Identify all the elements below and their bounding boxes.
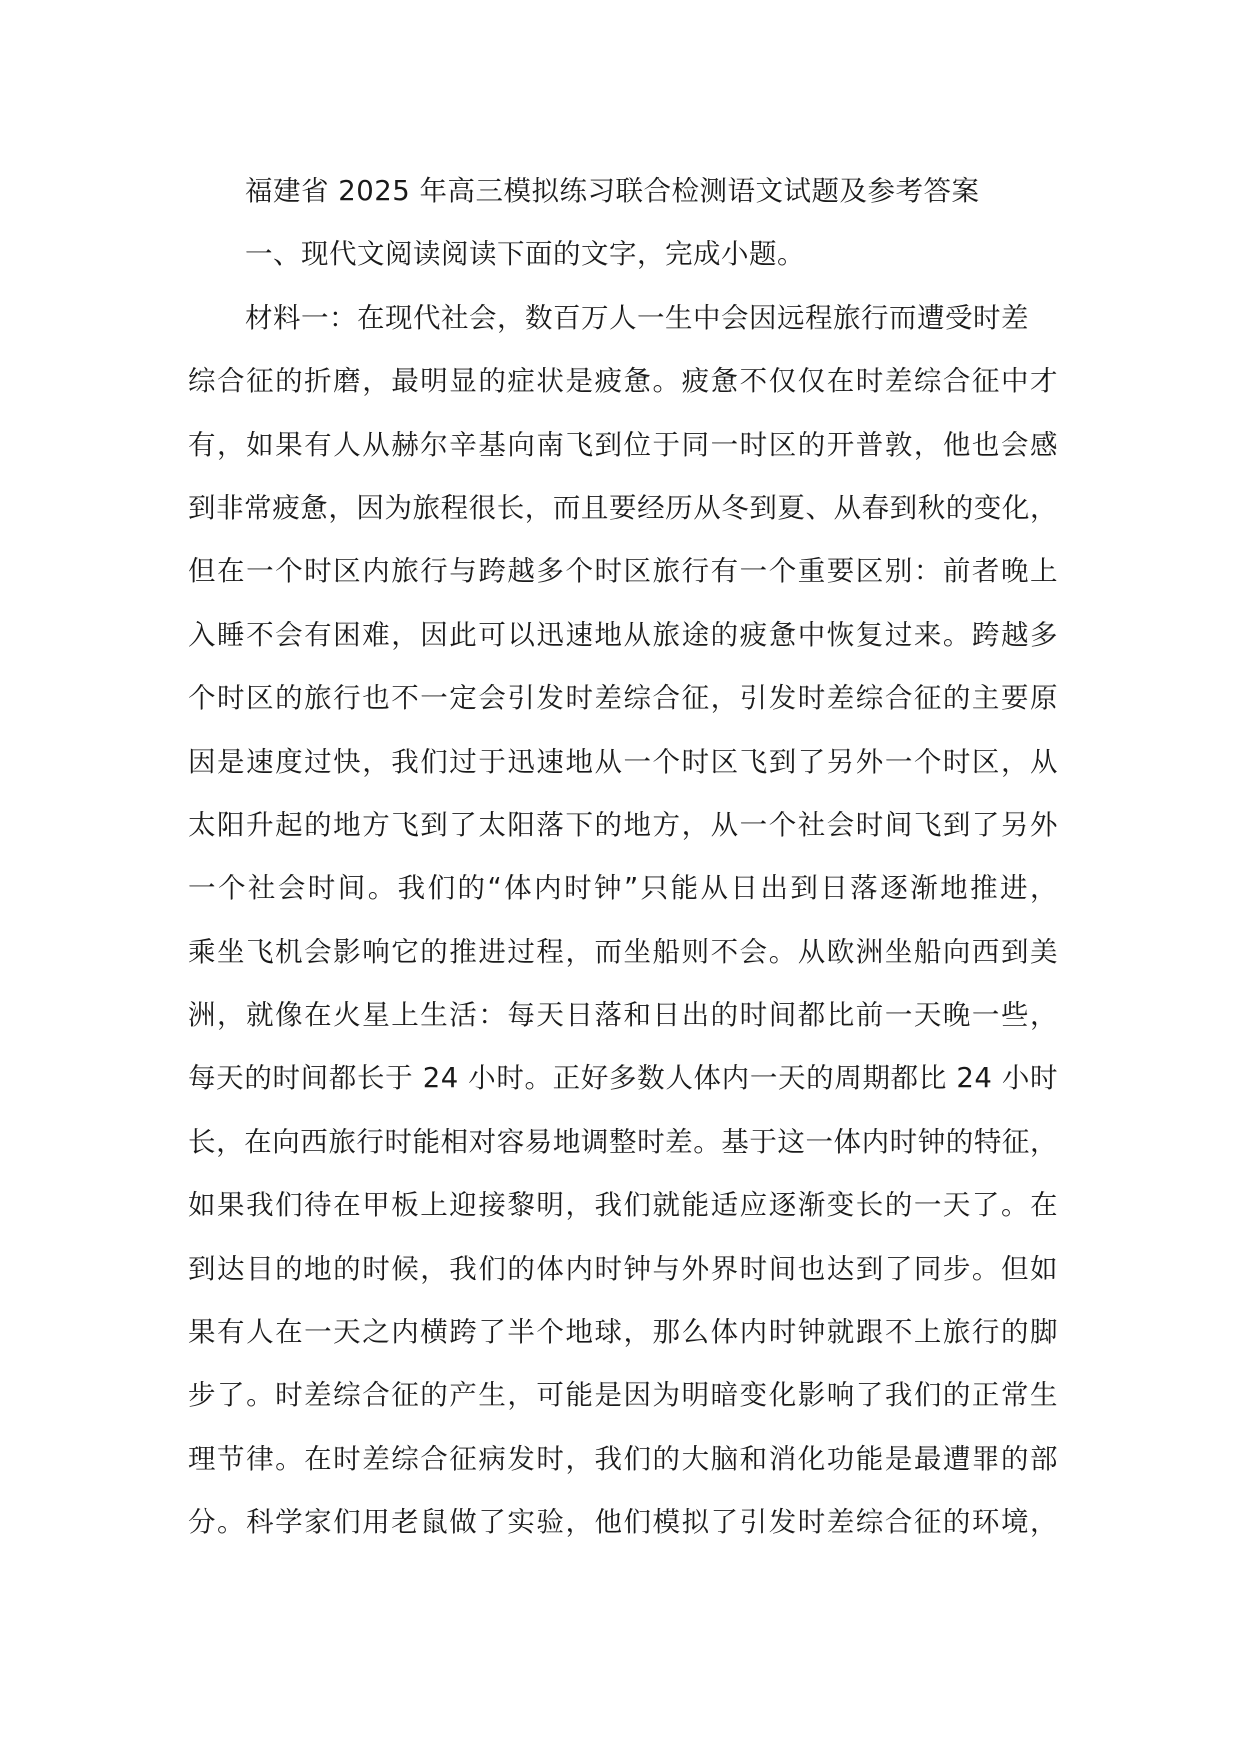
paragraph-line: 综合征的折磨，最明显的症状是疲惫。疲惫不仅仅在时差综合征中才	[188, 365, 1058, 398]
document-body	[188, 160, 1058, 1555]
document-title: 福建省 2025 年高三模拟练习联合检测语文试题及参考答案	[245, 175, 980, 207]
paragraph-line: 个时区的旅行也不一定会引发时差综合征，引发时差综合征的主要原	[188, 682, 1058, 715]
paragraph-line: 到非常疲惫，因为旅程很长，而且要经历从冬到夏、从春到秋的变化，	[188, 491, 1058, 524]
paragraph-line: 有，如果有人从赫尔辛基向南飞到位于同一时区的开普敦，他也会感	[188, 428, 1058, 461]
paragraph-line: 每天的时间都长于 24 小时。正好多数人体内一天的周期都比 24 小时	[188, 1062, 1058, 1095]
paragraph-line: 如果我们待在甲板上迎接黎明，我们就能适应逐渐变长的一天了。在	[188, 1189, 1058, 1222]
paragraph-line: 太阳升起的地方飞到了太阳落下的地方，从一个社会时间飞到了另外	[188, 808, 1058, 841]
paragraph-line: 乘坐飞机会影响它的推进过程，而坐船则不会。从欧洲坐船向西到美	[188, 935, 1058, 968]
paragraph-line: 但在一个时区内旅行与跨越多个时区旅行有一个重要区别：前者晚上	[188, 555, 1058, 588]
paragraph-line: 果有人在一天之内横跨了半个地球，那么体内时钟就跟不上旅行的脚	[188, 1316, 1058, 1349]
paragraph-line: 分。科学家们用老鼠做了实验，他们模拟了引发时差综合征的环境，	[188, 1506, 1058, 1539]
paragraph-line: 到达目的地的时候，我们的体内时钟与外界时间也达到了同步。但如	[188, 1252, 1058, 1285]
paragraph-line: 洲，就像在火星上生活：每天日落和日出的时间都比前一天晚一些，	[188, 999, 1058, 1032]
paragraph-line: 因是速度过快，我们过于迅速地从一个时区飞到了另外一个时区，从	[188, 745, 1058, 778]
paragraph-line: 材料一：在现代社会，数百万人一生中会因远程旅行而遭受时差	[245, 301, 1029, 334]
section-heading: 一、现代文阅读阅读下面的文字，完成小题。	[245, 238, 805, 271]
paragraph-line: 入睡不会有困难，因此可以迅速地从旅途的疲惫中恢复过来。跨越多	[188, 618, 1058, 651]
paragraph-line: 理节律。在时差综合征病发时，我们的大脑和消化功能是最遭罪的部	[188, 1442, 1058, 1475]
paragraph-line: 长，在向西旅行时能相对容易地调整时差。基于这一体内时钟的特征，	[188, 1125, 1058, 1158]
paragraph-line: 步了。时差综合征的产生，可能是因为明暗变化影响了我们的正常生	[188, 1379, 1058, 1412]
paragraph-line: 一个社会时间。我们的“体内时钟”只能从日出到日落逐渐地推进，	[188, 872, 1058, 905]
